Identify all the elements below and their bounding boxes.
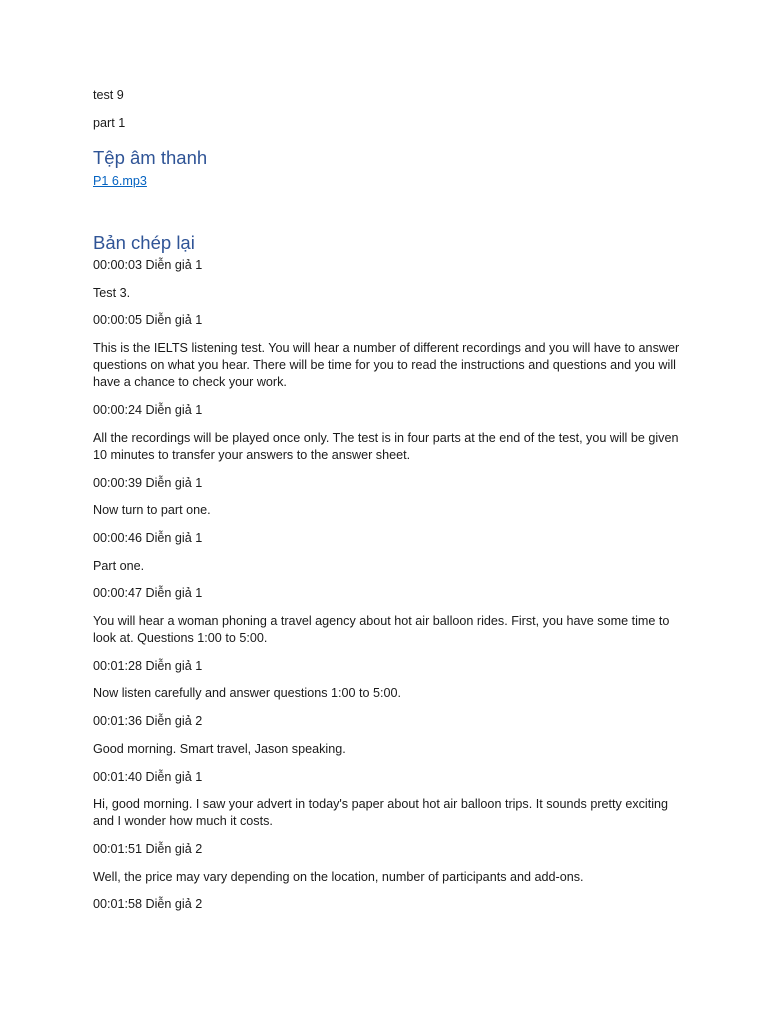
transcript-utterance: Hi, good morning. I saw your advert in today's paper about hot air balloon trips. It sounds pretty exciting and I wonder how much it costs.: [93, 797, 669, 829]
transcript-timestamp: 00:01:36 Diễn giả 2: [93, 714, 203, 729]
document-title-line: test 9: [93, 88, 124, 102]
transcript-timestamp: 00:00:03 Diễn giả 1: [93, 258, 203, 272]
transcript-utterance: Well, the price may vary depending on the location, number of participants and add-ons.: [93, 869, 584, 884]
transcript-timestamp: 00:00:47 Diễn giả 1: [93, 586, 203, 601]
transcript-utterance: Now turn to part one.: [93, 503, 211, 518]
transcript-timestamp: 00:01:58 Diễn giả 2: [93, 897, 203, 912]
transcript-utterance: Now listen carefully and answer questions 1:00 to 5:00.: [93, 686, 402, 701]
transcript-utterance: Good morning. Smart travel, Jason speaking.: [93, 741, 346, 756]
transcript-utterance: All the recordings will be played once only. The test is in four parts at the end of the test, you will be given 10 minutes to transfer your answers to the answer sheet.: [93, 430, 679, 462]
transcript-utterance: You will hear a woman phoning a travel agency about hot air balloon rides. First, you have some time to look at. Questions 1:00 to 5:00.: [93, 613, 670, 646]
transcript-timestamp: 00:01:40 Diễn giả 1: [93, 769, 203, 784]
transcript-timestamp: 00:00:24 Diễn giả 1: [93, 403, 203, 418]
transcript-timestamp: 00:00:46 Diễn giả 1: [93, 531, 203, 546]
audio-file-link[interactable]: P1 6.mp3: [93, 174, 147, 188]
transcript-timestamp: 00:00:05 Diễn giả 1: [93, 313, 203, 328]
transcript-heading: Bản chép lại: [93, 232, 195, 253]
audio-file-heading: Tệp âm thanh: [93, 147, 208, 168]
transcript-timestamp: 00:00:39 Diễn giả 1: [93, 475, 203, 490]
transcript-body: [93, 257, 683, 924]
document-part-line: part 1: [93, 116, 126, 130]
transcript-timestamp: 00:01:28 Diễn giả 1: [93, 658, 203, 673]
transcript-utterance: Test 3.: [93, 285, 131, 300]
transcript-utterance: Part one.: [93, 558, 145, 573]
transcript-timestamp: 00:01:51 Diễn giả 2: [93, 842, 203, 857]
transcript-utterance: This is the IELTS listening test. You will hear a number of different recordings and you will have to answer questions on what you hear. There will be time for you to read the instructions and questions and you will have a chance to check your work.: [93, 340, 680, 390]
